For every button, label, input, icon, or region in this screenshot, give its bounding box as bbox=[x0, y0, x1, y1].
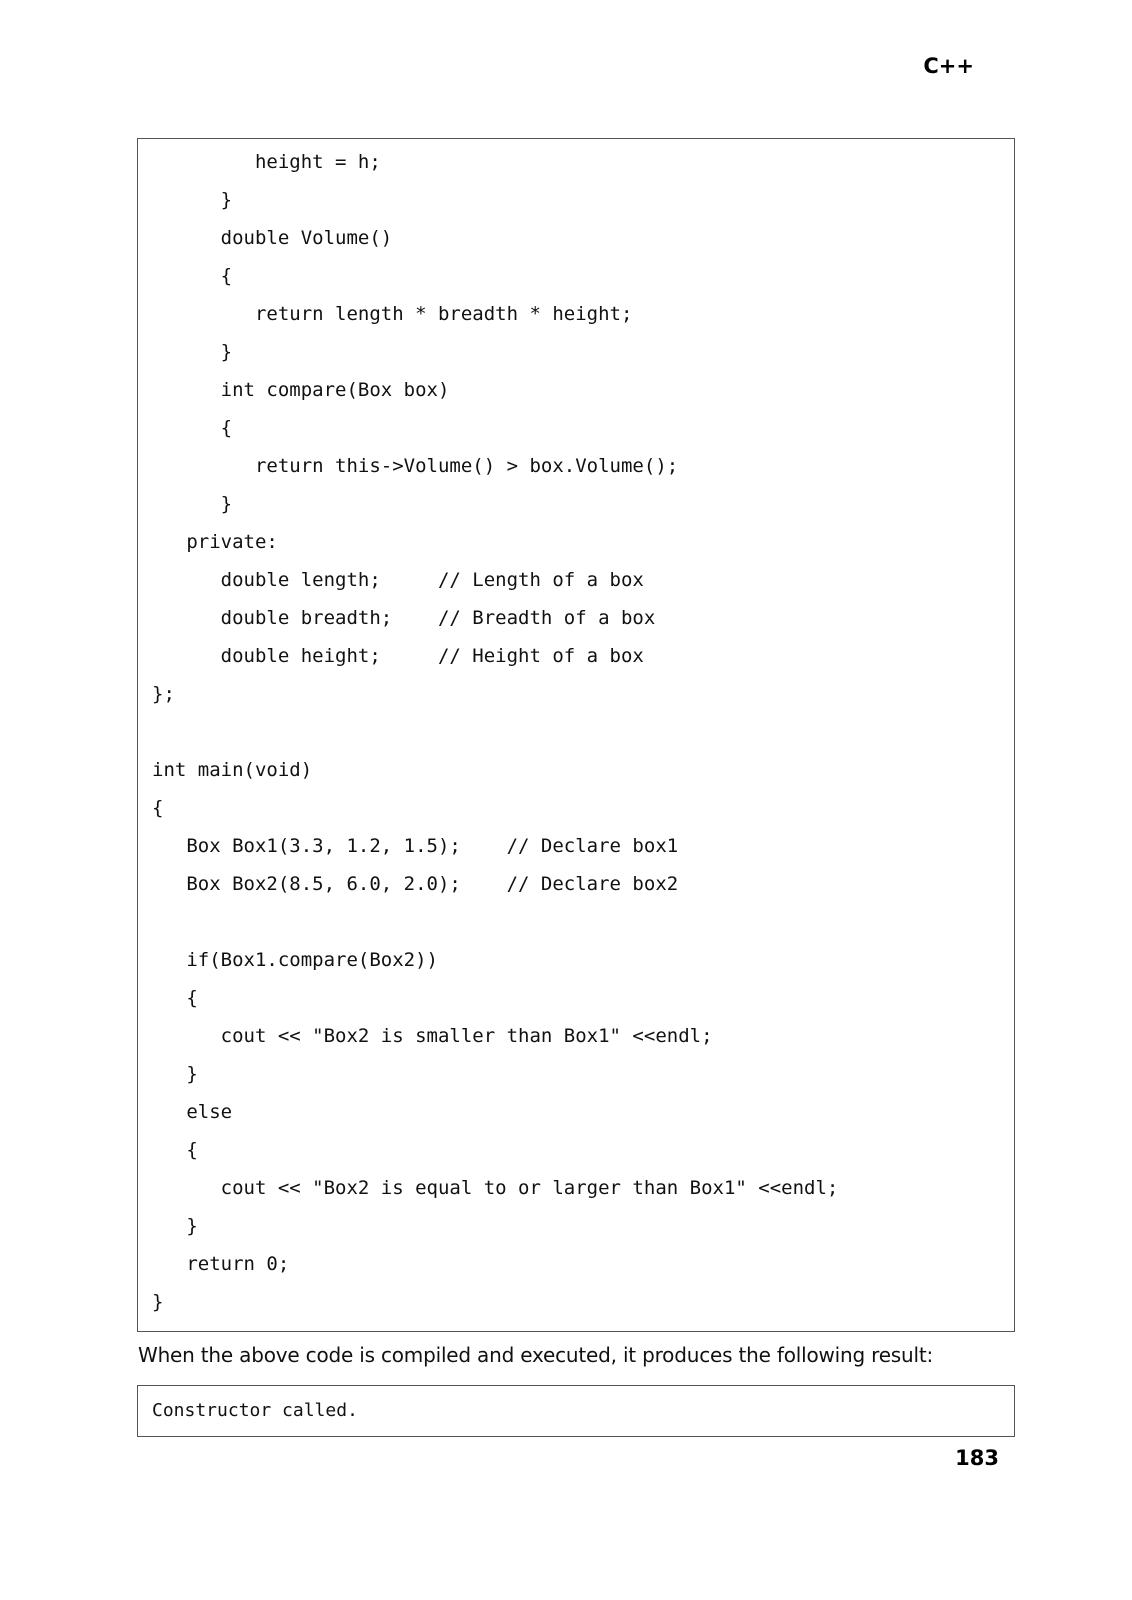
code-line: Box Box1(3.3, 1.2, 1.5); // Declare box1 bbox=[152, 835, 679, 857]
code-line: double breadth; // Breadth of a box bbox=[152, 607, 656, 629]
code-line: double height; // Height of a box bbox=[152, 645, 644, 667]
code-line: double Volume() bbox=[152, 227, 393, 249]
code-line: } bbox=[152, 1063, 198, 1085]
code-line: int compare(Box box) bbox=[152, 379, 450, 401]
code-line: Box Box2(8.5, 6.0, 2.0); // Declare box2 bbox=[152, 873, 679, 895]
page-number: 183 bbox=[955, 1446, 999, 1470]
code-line: { bbox=[152, 1139, 198, 1161]
code-line: return this->Volume() > box.Volume(); bbox=[152, 455, 679, 477]
code-line: } bbox=[152, 1215, 198, 1237]
code-line: { bbox=[152, 417, 233, 439]
code-line: }; bbox=[152, 683, 175, 705]
code-line: return 0; bbox=[152, 1253, 290, 1275]
code-line: } bbox=[152, 493, 233, 515]
code-line: cout << "Box2 is smaller than Box1" <<endl; bbox=[152, 1025, 713, 1047]
code-line: return length * breadth * height; bbox=[152, 303, 633, 325]
code-line: height = h; bbox=[152, 151, 381, 173]
code-block bbox=[137, 138, 1015, 1332]
result-description-paragraph: When the above code is compiled and executed, it produces the following result: bbox=[138, 1343, 934, 1367]
code-line: } bbox=[152, 1291, 164, 1313]
code-line: private: bbox=[152, 531, 278, 553]
page-header-title: C++ bbox=[923, 54, 974, 78]
code-line: if(Box1.compare(Box2)) bbox=[152, 949, 438, 971]
code-line: else bbox=[152, 1101, 233, 1123]
code-line: int main(void) bbox=[152, 759, 313, 781]
code-line: { bbox=[152, 265, 233, 287]
code-line: } bbox=[152, 189, 233, 211]
output-block bbox=[137, 1385, 1015, 1437]
output-line: Constructor called. bbox=[152, 1400, 358, 1421]
code-line: double length; // Length of a box bbox=[152, 569, 644, 591]
code-line: } bbox=[152, 341, 233, 363]
code-line: cout << "Box2 is equal to or larger than Box1" <<endl; bbox=[152, 1177, 839, 1199]
code-line: { bbox=[152, 797, 164, 819]
code-line: { bbox=[152, 987, 198, 1009]
